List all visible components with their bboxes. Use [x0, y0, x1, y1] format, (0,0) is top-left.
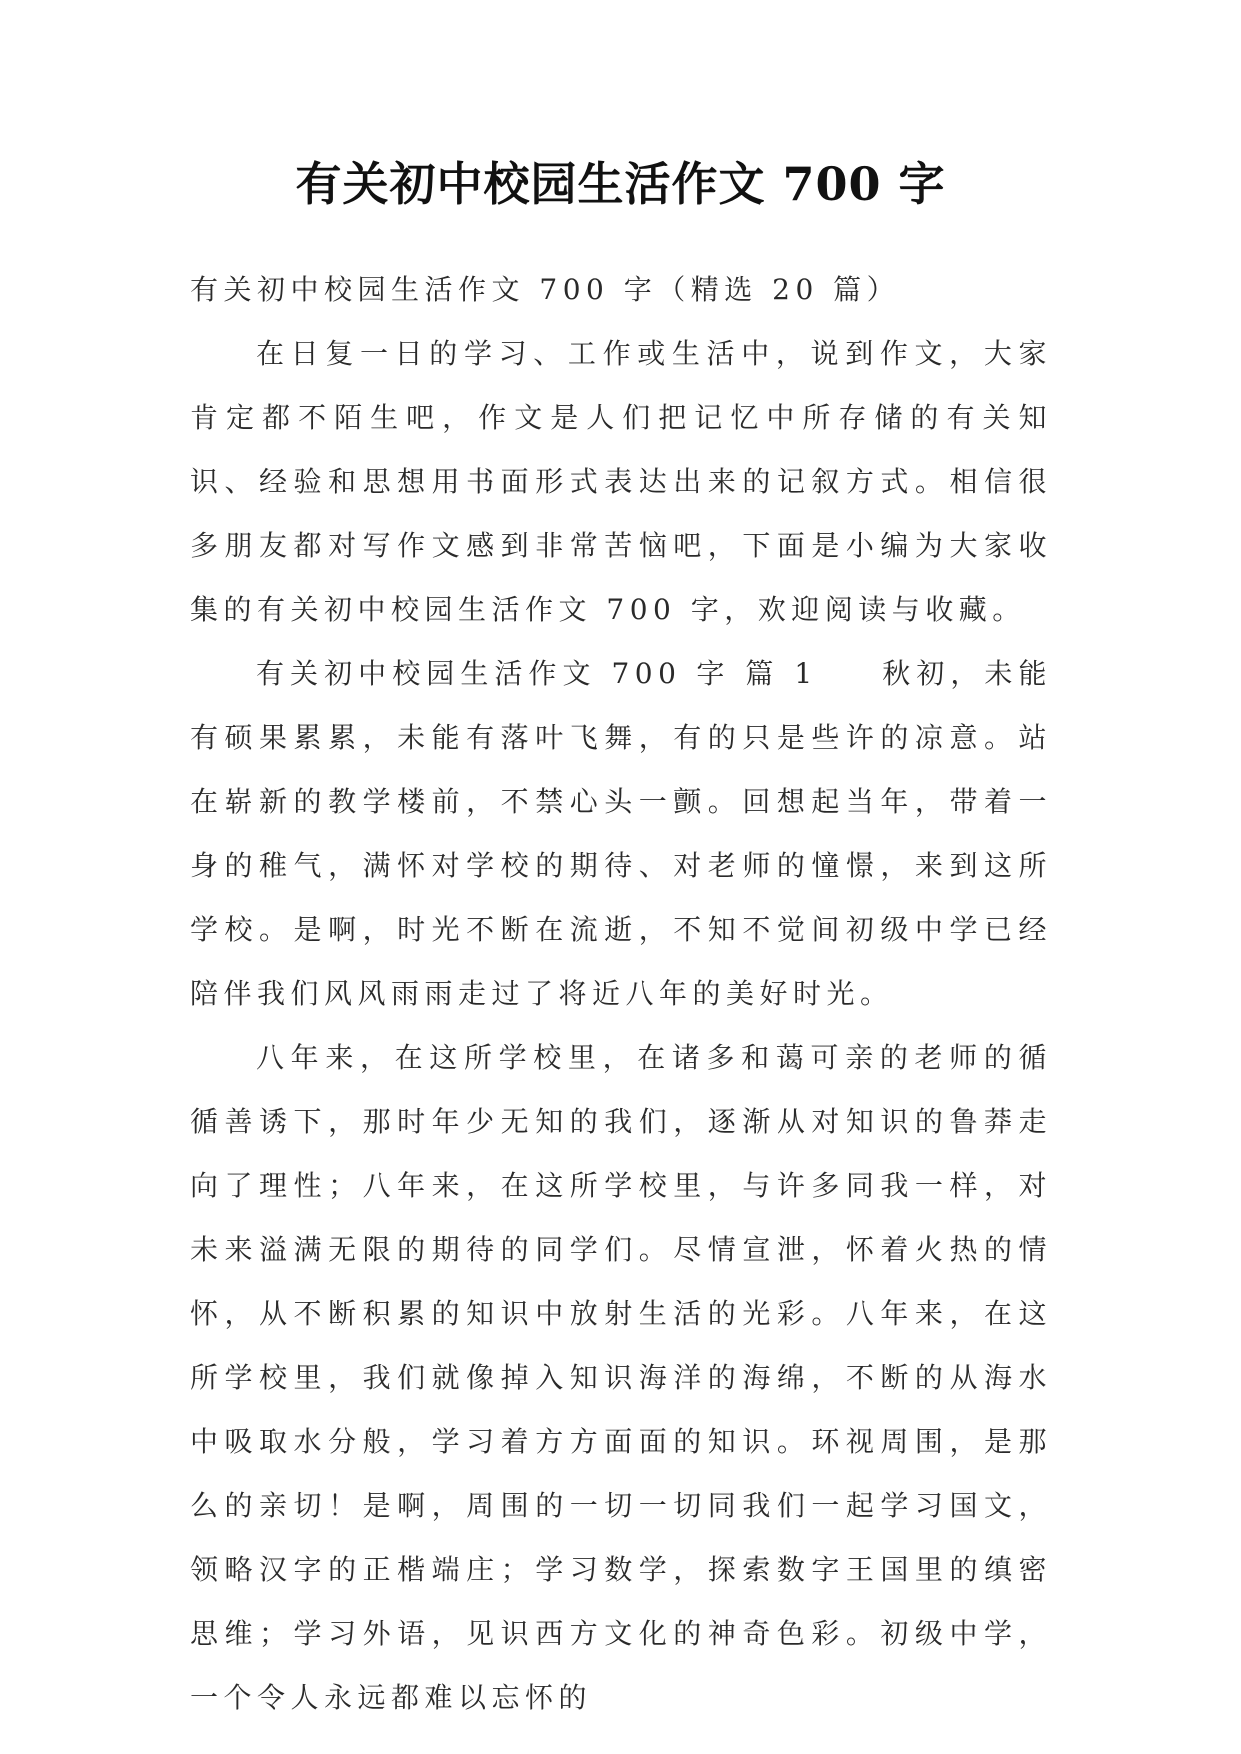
document-title: 有关初中校园生活作文 700 字	[295, 157, 946, 211]
chapter-heading: 有关初中校园生活作文 700 字 篇 1	[256, 657, 818, 690]
document-body	[190, 258, 1052, 1730]
chapter-text: 秋初，未能有硕果累累，未能有落叶飞舞，有的只是些许的凉意。站在崭新的教学楼前，不禁心头一颤。回想起当年，带着一身的稚气，满怀对学校的期待、对老师的憧憬，来到这所学校。是啊，时光不断在流逝，不知不觉间初级中学已经陪伴我们风风雨雨走过了将近八年的美好时光。	[190, 657, 1052, 1010]
document-subtitle: 有关初中校园生活作文 700 字（精选 20 篇）	[190, 273, 901, 306]
chapter-paragraph	[190, 642, 1052, 1026]
intro-paragraph: 在日复一日的学习、工作或生活中，说到作文，大家肯定都不陌生吧，作文是人们把记忆中所存储的有关知识、经验和思想用书面形式表达出来的记叙方式。相信很多朋友都对写作文感到非常苦恼吧，下面是小编为大家收集的有关初中校园生活作文 700 字，欢迎阅读与收藏。	[190, 337, 1052, 626]
body-paragraph: 八年来，在这所学校里，在诸多和蔼可亲的老师的循循善诱下，那时年少无知的我们，逐渐从对知识的鲁莽走向了理性；八年来，在这所学校里，与许多同我一样，对未来溢满无限的期待的同学们。尽情宣泄，怀着火热的情怀，从不断积累的知识中放射生活的光彩。八年来，在这所学校里，我们就像掉入知识海洋的海绵，不断的从海水中吸取水分般，学习着方方面面的知识。环视周围，是那么的亲切！是啊，周围的一切一切同我们一起学习国文，领略汉字的正楷端庄；学习数学，探索数字王国里的缜密思维；学习外语，见识西方文化的神奇色彩。初级中学，一个令人永远都难以忘怀的	[190, 1041, 1052, 1714]
